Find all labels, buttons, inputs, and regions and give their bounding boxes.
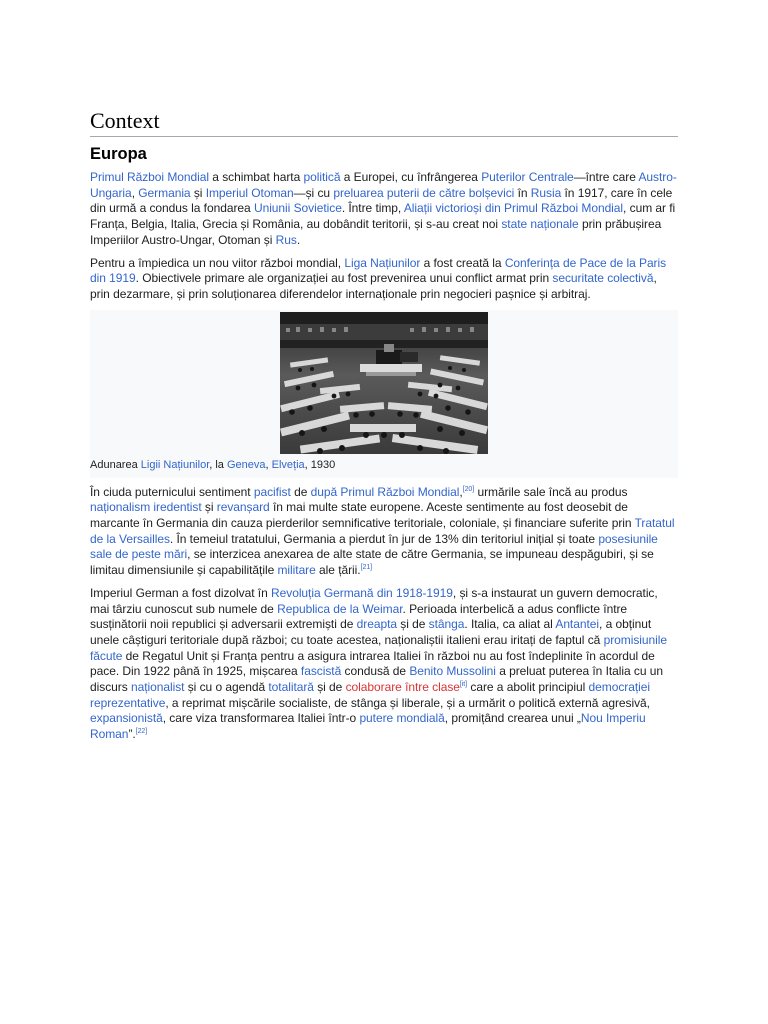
link-promisiunile-facute[interactable]: promisiunile făcute <box>90 632 668 663</box>
link-dupa-primul-razboi[interactable]: după Primul Război Mondial <box>310 484 460 499</box>
text: , cum ar fi Franța, Belgia, Italia, Grecia și România, au dobândit teritorii, și s-au creat noi <box>90 201 676 232</box>
link-fascista[interactable]: fascistă <box>300 664 342 679</box>
text: ale țării. <box>315 563 361 578</box>
link-nou-imperiu-roman[interactable]: Nou Imperiu Roman <box>90 711 646 742</box>
text: de <box>290 484 311 499</box>
text: , și s-a instaurat un guvern democratic, mai târziu cunoscut sub numele de <box>90 585 658 616</box>
link-state-nationale[interactable]: state naționale <box>501 217 579 232</box>
text: , a obținut unele câștiguri teritoriale după război; cu toate acestea, naționaliștii italieni erau iritați de faptul că <box>90 617 652 647</box>
interlanguage-link[interactable]: [it] <box>459 681 468 689</box>
link-uniunea-sovietica[interactable]: Uniunii Sovietice <box>253 201 342 216</box>
link-germania[interactable]: Germania <box>138 185 191 200</box>
link-politica[interactable]: politică <box>303 170 341 184</box>
text: și <box>190 185 206 200</box>
link-democratiei-reprezentative[interactable]: democrației reprezentative <box>90 680 651 710</box>
text: și de <box>397 617 429 632</box>
link-conferinta-de-pace[interactable]: Conferința de Pace de la Paris din 1919 <box>90 255 667 286</box>
figure-caption <box>90 454 678 472</box>
text: și cu o agendă <box>184 680 269 695</box>
link-benito-mussolini[interactable]: Benito Mussolini <box>409 664 496 679</box>
paragraph-3 <box>90 485 678 579</box>
text: În ciuda puternicului sentiment <box>90 484 254 499</box>
text: . <box>296 232 301 247</box>
link-pacifist[interactable]: pacifist <box>253 484 291 499</box>
reference-link[interactable]: [20] <box>462 485 475 493</box>
text: , <box>265 458 272 471</box>
link-expansionista[interactable]: expansionistă <box>90 711 163 726</box>
figure-league-assembly <box>90 310 678 478</box>
link-aliatii[interactable]: Aliații victorioși din Primul Război Mondial <box>403 201 624 216</box>
text: Pentru a împiedica un nou viitor război mondial, <box>90 255 345 270</box>
league-assembly-photo[interactable] <box>280 312 488 454</box>
link-liga-natiunilor[interactable]: Liga Națiunilor <box>344 255 421 270</box>
link-stanga[interactable]: stânga <box>428 617 465 632</box>
paragraph-4 <box>90 586 678 743</box>
link-primul-razboi-mondial[interactable]: Primul Război Mondial <box>90 170 209 184</box>
link-puterile-centrale[interactable]: Puterilor Centrale <box>481 170 574 184</box>
reference-link[interactable]: [22] <box>135 728 148 736</box>
reference-21 <box>361 564 372 571</box>
text: a fost creată la <box>420 255 505 270</box>
link-securitate-colectiva[interactable]: securitate colectivă <box>552 271 654 286</box>
text: . Perioada interbelică a adus conflicte între susținătorii noii republici și adversarii extremiști de <box>90 601 628 632</box>
link-rus[interactable]: Rus <box>275 232 297 247</box>
text: —între care <box>573 170 639 184</box>
text: care a abolit principiul <box>467 680 589 695</box>
text: urmările sale încă au produs <box>474 484 628 499</box>
text: a schimbat harta <box>209 170 304 184</box>
paragraph-2 <box>90 256 678 303</box>
text: , prin dezarmare, și prin soluționarea diferendelor internaționale prin negocieri pașnice și arbitraj. <box>90 271 657 301</box>
text: , 1930 <box>304 458 336 471</box>
link-elvetia[interactable]: Elveția <box>271 458 305 471</box>
link-ligii-natiunilor[interactable]: Ligii Națiunilor <box>140 458 210 471</box>
reference-link[interactable]: [21] <box>360 564 373 572</box>
link-preluarea-puterii[interactable]: preluarea puterii de către bolșevici <box>333 185 515 200</box>
interlanguage-marker <box>460 681 467 688</box>
link-militare[interactable]: militare <box>277 563 316 578</box>
text: în mai multe state europene. Aceste sentimente au fost deosebit de marcante în Germania din cauza pierderilor semnificative teritoriale, coloniale, și financiare suferite prin <box>90 500 635 531</box>
subsection-heading-europa: Europa <box>90 145 147 163</box>
text: , la <box>209 458 227 471</box>
link-colaborare-intre-clase[interactable]: colaborare între clase <box>345 680 460 695</box>
text: , <box>131 185 139 200</box>
text: , a reprimat mișcările socialiste, de stânga și liberale, și a urmărit o politică externă agresivă, <box>165 695 650 710</box>
link-totalitara[interactable]: totalitară <box>268 680 314 695</box>
link-imperiul-otoman[interactable]: Imperiul Otoman <box>205 185 294 200</box>
text: —și cu <box>293 185 334 200</box>
text: în <box>514 185 531 200</box>
reference-22 <box>136 728 147 735</box>
link-tratatul-de-la-versailles[interactable]: Tratatul de la Versailles <box>90 516 675 546</box>
article-content <box>90 108 678 750</box>
link-rusia[interactable]: Rusia <box>530 185 562 200</box>
link-austro-ungaria[interactable]: Austro-Ungaria <box>90 170 677 200</box>
text: de Regatul Unit și Franța pentru a asigura intrarea Italiei în război nu au fost îndeplinite în acordul de pace. Din 1922 până în 1925, mișcarea <box>90 648 655 679</box>
link-revolutia-germana[interactable]: Revoluția Germană din 1918-1919 <box>271 585 453 600</box>
link-geneva[interactable]: Geneva <box>226 458 266 471</box>
text: a Europei, cu înfrângerea <box>340 170 482 184</box>
link-nationalism-iredentist[interactable]: naționalism iredentist <box>90 500 202 515</box>
text: , se interzicea anexarea de alte state de către Germania, se impuneau despăgubiri, și se limitau dimensiunile și capabilitățile <box>90 547 654 578</box>
text: Adunarea <box>90 458 141 471</box>
text: condusă de <box>341 664 410 679</box>
link-revansard[interactable]: revanșard <box>216 500 270 515</box>
section-heading-context: Context <box>90 108 678 137</box>
text: Imperiul German a fost dizolvat în <box>90 585 271 600</box>
text: . Între timp, <box>341 201 404 216</box>
text: . În temeiul tratatului, Germania a pierdut în jur de 13% din teritoriul inițial și toate <box>169 531 599 546</box>
text: , care viza transformarea Italiei într-o <box>162 711 360 726</box>
text: în 1917, care în cele din urmă a condus la fondarea <box>90 185 673 216</box>
link-putere-mondiala[interactable]: putere mondială <box>359 711 445 726</box>
text: ”. <box>128 727 136 742</box>
link-posesiunile-peste-mari[interactable]: posesiunile sale de peste mări <box>90 531 658 562</box>
link-dreapta[interactable]: dreapta <box>356 617 397 632</box>
text: a preluat puterea în Italia cu un discurs <box>90 664 664 695</box>
text: și de <box>313 680 346 695</box>
link-republica-de-la-weimar[interactable]: Republica de la Weimar <box>277 601 403 616</box>
link-antantei[interactable]: Antantei <box>555 617 599 632</box>
text: . Obiectivele primare ale organizației au fost prevenirea unui conflict armat prin <box>135 271 553 286</box>
text: . Italia, ca aliat al <box>464 617 556 632</box>
reference-20 <box>463 486 474 493</box>
text: , <box>459 484 463 499</box>
text: prin prăbușirea Imperiilor Austro-Ungar, Otoman și <box>90 217 662 247</box>
link-nationalist[interactable]: naționalist <box>130 680 185 695</box>
text: și <box>201 500 217 515</box>
paragraph-1 <box>90 170 678 249</box>
text: , promițând crearea unui „ <box>444 711 581 726</box>
